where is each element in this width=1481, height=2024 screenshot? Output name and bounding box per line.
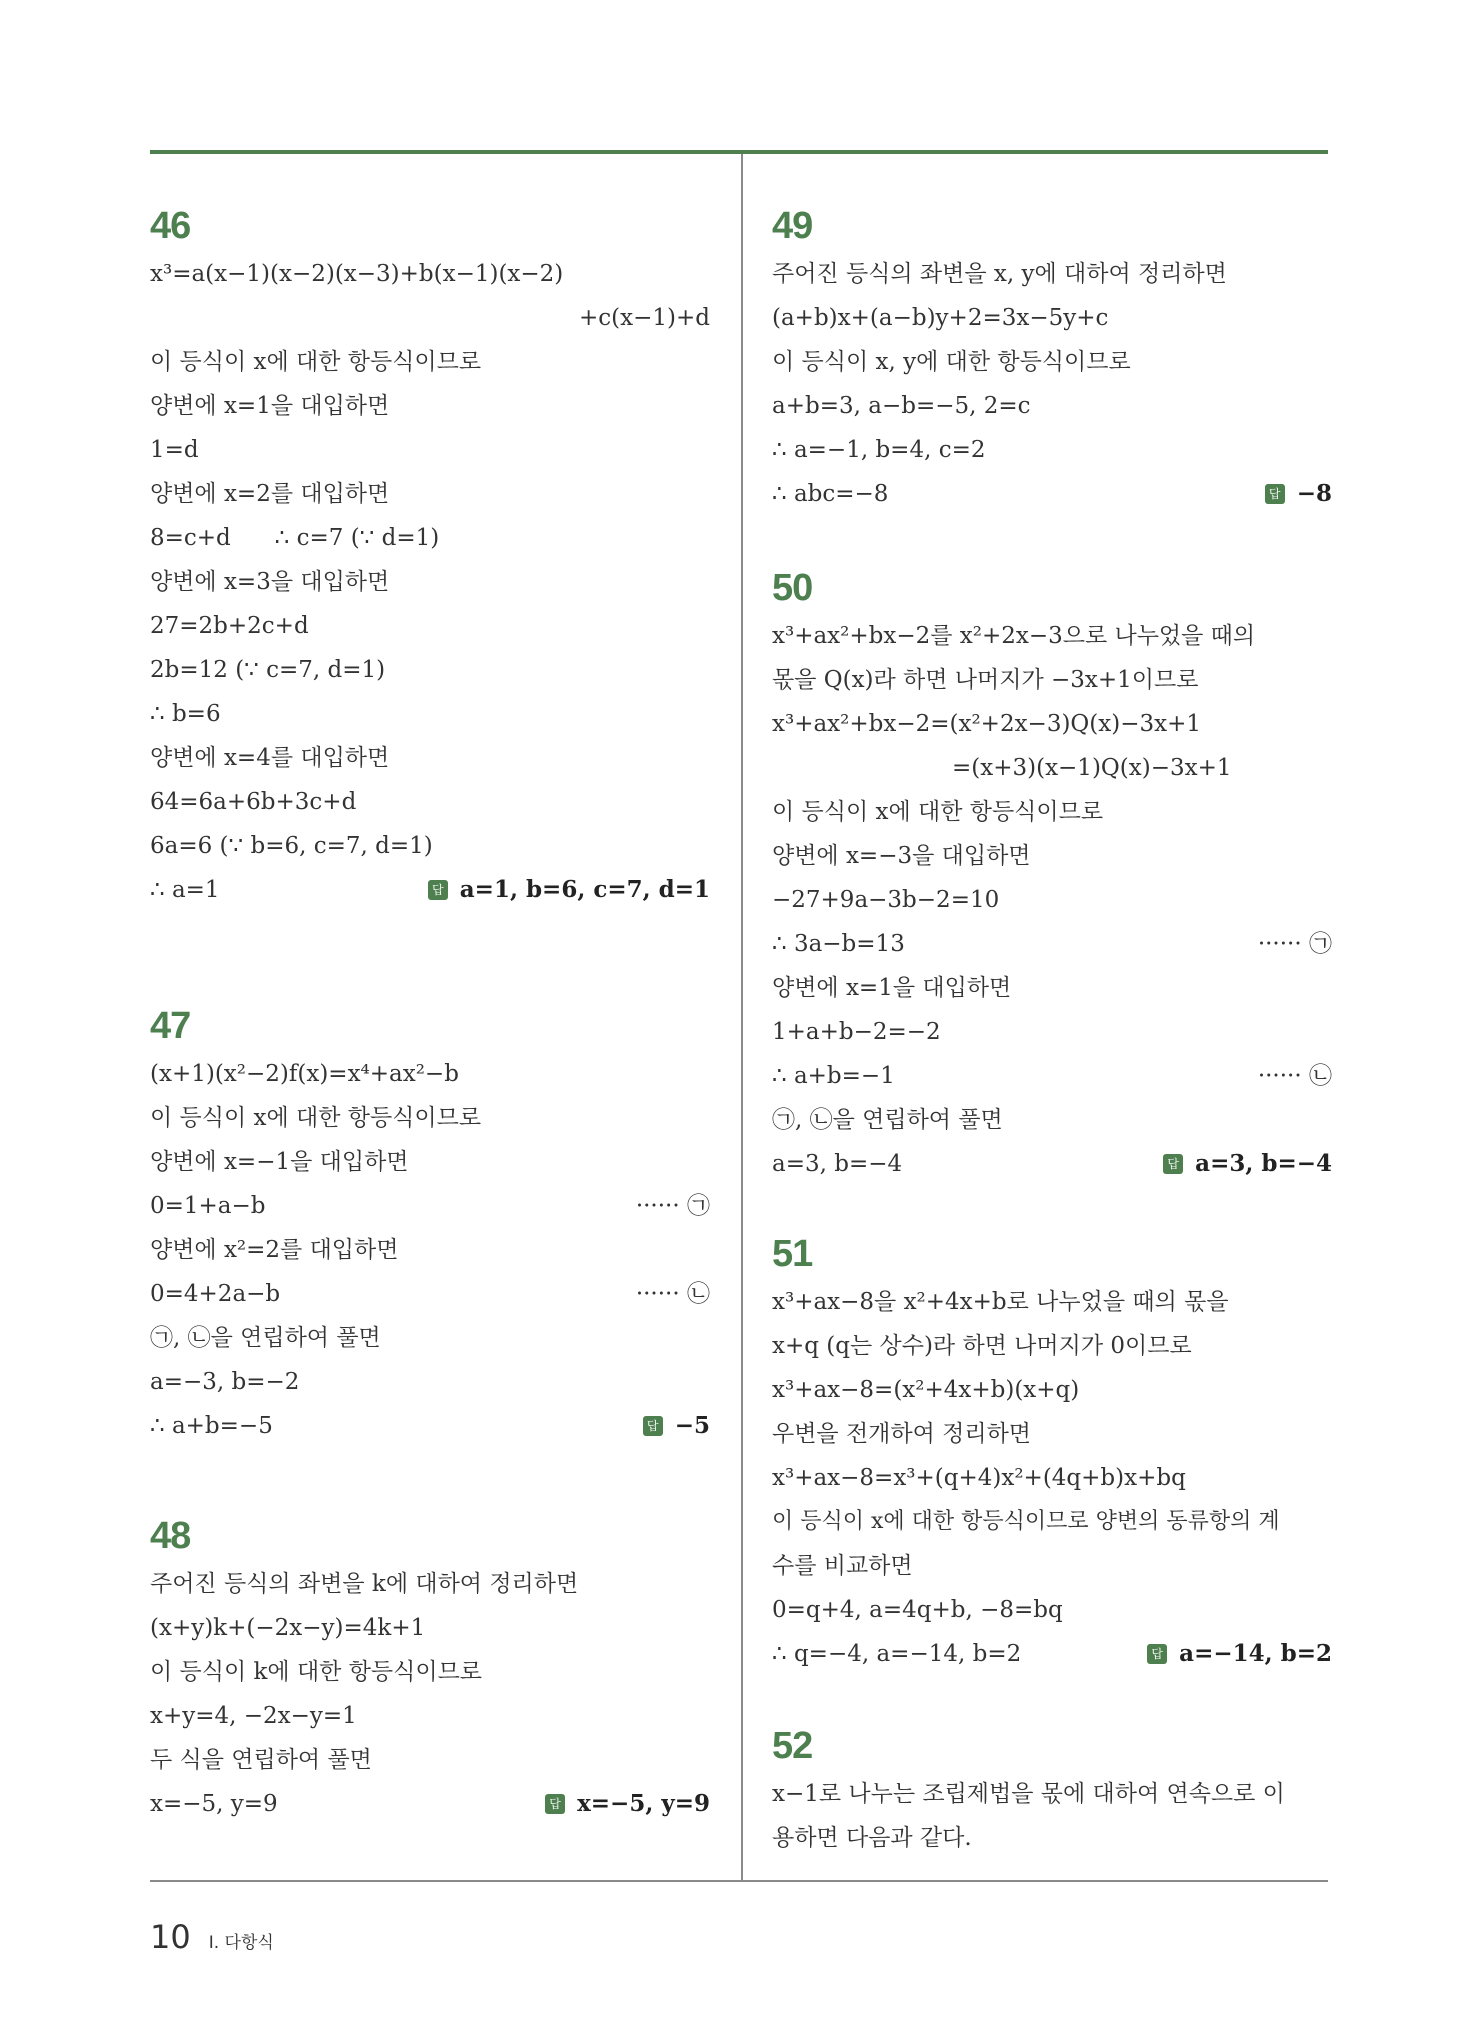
answer-line: [772, 472, 1332, 516]
problem-number: 48: [150, 1515, 191, 1557]
solution-line: x+y=4, −2x−y=1: [150, 1703, 357, 1729]
solution-line: 양변에 x=1을 대입하면: [150, 393, 390, 419]
solution-line: x³+ax²+bx−2=(x²+2x−3)Q(x)−3x+1: [772, 711, 1201, 737]
solution-line: ∴ q=−4, a=−14, b=2: [772, 1641, 1022, 1667]
problem-50: [772, 562, 1332, 1186]
answer-value: −8: [1296, 480, 1332, 507]
answer-line: [150, 1404, 710, 1448]
answer-line: [150, 868, 710, 912]
answer: [643, 1404, 710, 1448]
solution-line: 주어진 등식의 좌변을 k에 대하여 정리하면: [150, 1571, 579, 1597]
equation-mark: ······ ㉠: [1257, 931, 1332, 957]
solution-line: a=3, b=−4: [772, 1151, 903, 1177]
solution-line: 0=4+2a−b: [150, 1281, 281, 1307]
solution-line: 이 등식이 x에 대한 항등식이므로: [772, 799, 1104, 825]
solution-line: 양변에 x=−1을 대입하면: [150, 1149, 409, 1175]
problem-47: [150, 1000, 710, 1448]
equation-line: [150, 1184, 710, 1228]
problem-number: 47: [150, 1005, 191, 1047]
problem-number: 50: [772, 567, 813, 609]
solution-line: x−1로 나누는 조립제법을 몫에 대하여 연속으로 이: [772, 1781, 1285, 1807]
answer-value: a=−14, b=2: [1179, 1640, 1332, 1667]
equation-line: [772, 1054, 1332, 1098]
problem-49: [772, 200, 1332, 516]
answer-badge-icon: 답: [1265, 484, 1285, 504]
solution-line: 양변에 x²=2를 대입하면: [150, 1237, 399, 1263]
solution-line: 이 등식이 x에 대한 항등식이므로 양변의 동류항의 계: [772, 1509, 1280, 1534]
answer-line: [150, 1782, 710, 1826]
solution-line: 주어진 등식의 좌변을 x, y에 대하여 정리하면: [772, 261, 1227, 287]
solution-line: x+q (q는 상수)라 하면 나머지가 0이므로: [772, 1333, 1192, 1359]
solution-line: (a+b)x+(a−b)y+2=3x−5y+c: [772, 305, 1109, 331]
solution-line: ∴ 3a−b=13: [772, 931, 905, 957]
solution-line: 이 등식이 x에 대한 항등식이므로: [150, 1105, 482, 1131]
solution-line: +c(x−1)+d: [579, 305, 710, 331]
solution-line: x³+ax²+bx−2를 x²+2x−3으로 나누었을 때의: [772, 623, 1256, 649]
equation-mark: ······ ㉡: [1257, 1063, 1332, 1089]
top-rule: [150, 150, 1328, 154]
solution-line: ㉠, ㉡을 연립하여 풀면: [772, 1107, 1003, 1133]
answer-line: [772, 1632, 1332, 1676]
solution-line: 1=d: [150, 437, 199, 463]
solution-line: 몫을 Q(x)라 하면 나머지가 −3x+1이므로: [772, 667, 1199, 693]
solution-line: a=−3, b=−2: [150, 1369, 300, 1395]
solution-line: 수를 비교하면: [772, 1553, 913, 1579]
solution-line: 0=q+4, a=4q+b, −8=bq: [772, 1597, 1063, 1623]
answer: [545, 1782, 710, 1826]
solution-line: ∴ b=6: [150, 701, 221, 727]
chapter-title: Ⅰ. 다항식: [208, 1933, 274, 1953]
solution-line: −27+9a−3b−2=10: [772, 887, 1000, 913]
problem-48: [150, 1510, 710, 1826]
solution-line: 6a=6 (∵ b=6, c=7, d=1): [150, 833, 433, 859]
solution-line: 0=1+a−b: [150, 1193, 266, 1219]
page-number: 10: [150, 1918, 191, 1956]
answer-badge-icon: 답: [1147, 1644, 1167, 1664]
solution-line: ∴ a=1: [150, 877, 220, 903]
solution-line: 이 등식이 k에 대한 항등식이므로: [150, 1659, 483, 1685]
solution-line: x=−5, y=9: [150, 1791, 278, 1817]
answer-value: a=1, b=6, c=7, d=1: [459, 876, 710, 903]
column-divider: [741, 154, 743, 1880]
answer-value: x=−5, y=9: [577, 1790, 710, 1817]
solution-line: 64=6a+6b+3c+d: [150, 789, 357, 815]
answer-badge-icon: 답: [643, 1416, 663, 1436]
page-footer: [150, 1918, 274, 1958]
solution-line: x³=a(x−1)(x−2)(x−3)+b(x−1)(x−2): [150, 261, 564, 287]
solution-line: ∴ a=−1, b=4, c=2: [772, 437, 986, 463]
solution-line: =(x+3)(x−1)Q(x)−3x+1: [952, 755, 1232, 781]
solution-line: 양변에 x=−3을 대입하면: [772, 843, 1031, 869]
answer: [1147, 1632, 1332, 1676]
answer-value: a=3, b=−4: [1195, 1150, 1332, 1177]
problem-52: [772, 1720, 1332, 1860]
problem-51: [772, 1228, 1332, 1676]
solution-line: 양변에 x=3을 대입하면: [150, 569, 390, 595]
solution-line: ∴ abc=−8: [772, 481, 889, 507]
problem-number: 51: [772, 1233, 813, 1275]
solution-line: ∴ a+b=−1: [772, 1063, 895, 1089]
solution-line: 이 등식이 x, y에 대한 항등식이므로: [772, 349, 1131, 375]
solution-line: 양변에 x=2를 대입하면: [150, 481, 390, 507]
solution-line: 두 식을 연립하여 풀면: [150, 1747, 372, 1773]
solution-line: a+b=3, a−b=−5, 2=c: [772, 393, 1031, 419]
solution-line: (x+1)(x²−2)f(x)=x⁴+ax²−b: [150, 1061, 459, 1087]
answer-line: [772, 1142, 1332, 1186]
solution-line: x³+ax−8=x³+(q+4)x²+(4q+b)x+bq: [772, 1465, 1186, 1491]
solution-line: 2b=12 (∵ c=7, d=1): [150, 657, 386, 683]
answer-badge-icon: 답: [428, 880, 448, 900]
solution-line: 양변에 x=4를 대입하면: [150, 745, 390, 771]
answer-badge-icon: 답: [1163, 1154, 1183, 1174]
problem-number: 49: [772, 205, 813, 247]
answer: [1265, 472, 1332, 516]
answer: [1163, 1142, 1332, 1186]
answer-badge-icon: 답: [545, 1794, 565, 1814]
solution-line: 용하면 다음과 같다.: [772, 1825, 972, 1851]
solution-line: 양변에 x=1을 대입하면: [772, 975, 1012, 1001]
equation-mark: ······ ㉡: [635, 1281, 710, 1307]
answer-value: −5: [674, 1412, 710, 1439]
solution-line: 27=2b+2c+d: [150, 613, 309, 639]
problem-46: [150, 200, 710, 912]
equation-line: [150, 1272, 710, 1316]
solution-line: (x+y)k+(−2x−y)=4k+1: [150, 1615, 426, 1641]
solution-line: ㉠, ㉡을 연립하여 풀면: [150, 1325, 381, 1351]
solution-line: x³+ax−8=(x²+4x+b)(x+q): [772, 1377, 1080, 1403]
solution-line: 우변을 전개하여 정리하면: [772, 1421, 1032, 1447]
solution-line: 8=c+d ∴ c=7 (∵ d=1): [150, 525, 440, 551]
solution-line: 1+a+b−2=−2: [772, 1019, 941, 1045]
bottom-rule: [150, 1880, 1328, 1882]
problem-number: 46: [150, 205, 191, 247]
equation-mark: ······ ㉠: [635, 1193, 710, 1219]
equation-line: [772, 922, 1332, 966]
solution-line: ∴ a+b=−5: [150, 1413, 273, 1439]
problem-number: 52: [772, 1725, 813, 1767]
solution-line: x³+ax−8을 x²+4x+b로 나누었을 때의 몫을: [772, 1289, 1229, 1315]
solution-line: 이 등식이 x에 대한 항등식이므로: [150, 349, 482, 375]
answer: [428, 868, 710, 912]
